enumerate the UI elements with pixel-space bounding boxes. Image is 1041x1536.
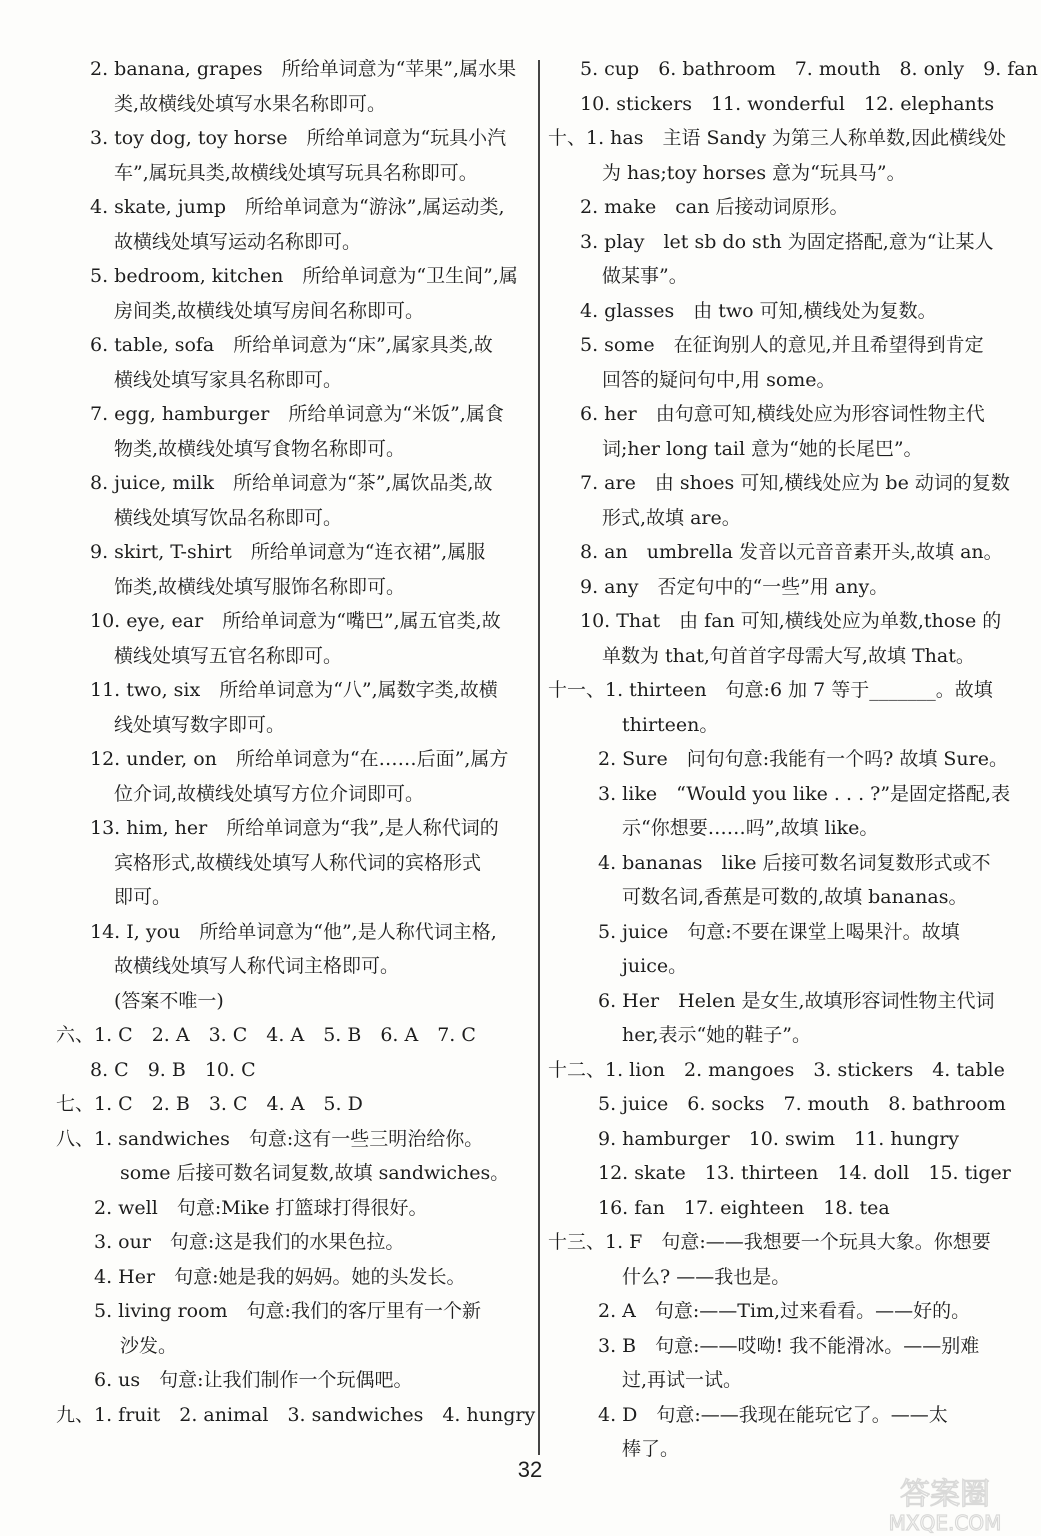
answer-line: 横线处填写家具名称即可。 xyxy=(114,368,343,391)
answer-line: 横线处填写饮品名称即可。 xyxy=(114,506,343,529)
answer-line: 6. Her Helen 是女生,故填形容词性物主代词 xyxy=(598,989,995,1012)
answer-line: 9. hamburger 10. swim 11. hungry xyxy=(598,1127,960,1150)
answer-line: 回答的疑问句中,用 some。 xyxy=(602,368,836,391)
answer-line: 6. table, sofa 所给单词意为“床”,属家具类,故 xyxy=(90,334,493,356)
answer-line: 4. D 句意:——我现在能玩它了。——太 xyxy=(598,1403,948,1426)
left-column xyxy=(56,52,536,1432)
answer-line: 十、1. has 主语 Sandy 为第三人称单数,因此横线处 xyxy=(548,127,1007,149)
answer-line: 做某事”。 xyxy=(602,265,688,287)
answer-line: 车”,属玩具类,故横线处填写玩具名称即可。 xyxy=(114,161,478,184)
answer-line: 过,再试一试。 xyxy=(622,1369,743,1391)
answer-line: 词;her long tail 意为“她的长尾巴”。 xyxy=(602,437,923,460)
answer-line: 4. Her 句意:她是我的妈妈。她的头发长。 xyxy=(94,1265,466,1288)
answer-line: 16. fan 17. eighteen 18. tea xyxy=(598,1196,890,1219)
answer-line: 什么? ——我也是。 xyxy=(622,1265,791,1288)
watermark-logo xyxy=(870,1470,1020,1534)
answer-line: 14. I, you 所给单词意为“他”,是人称代词主格, xyxy=(90,920,497,943)
answer-line: 3. our 句意:这是我们的水果色拉。 xyxy=(94,1231,405,1253)
answer-line: 3. play let sb do sth 为固定搭配,意为“让某人 xyxy=(580,230,994,253)
answer-line: 可数名词,香蕉是可数的,故填 bananas。 xyxy=(622,886,968,908)
answer-line: 宾格形式,故横线处填写人称代词的宾格形式 xyxy=(114,851,482,874)
answer-line: 4. glasses 由 two 可知,横线处为复数。 xyxy=(580,299,937,322)
answer-line: 6. us 句意:让我们制作一个玩偶吧。 xyxy=(94,1369,413,1391)
answer-line: 即可。 xyxy=(114,886,172,908)
answer-line: 房间类,故横线处填写房间名称即可。 xyxy=(114,299,425,322)
answer-line: 类,故横线处填写水果名称即可。 xyxy=(114,92,387,115)
answer-line: 单数为 that,句首首字母需大写,故填 That。 xyxy=(602,644,975,667)
answer-line: 6. her 由句意可知,横线处应为形容词性物主代 xyxy=(580,403,985,425)
answer-line: 故横线处填写人称代词主格即可。 xyxy=(114,955,400,977)
watermark-text: 答案圈 xyxy=(900,1477,990,1512)
answer-line: 8. juice, milk 所给单词意为“茶”,属饮品类,故 xyxy=(90,472,493,494)
answer-line: 十二、1. lion 2. mangoes 3. stickers 4. table xyxy=(548,1058,1005,1081)
answer-line: 10. That 由 fan 可知,横线处应为单数,those 的 xyxy=(580,610,1002,632)
answer-line: 5. some 在征询别人的意见,并且希望得到肯定 xyxy=(580,334,984,356)
answer-line: 3. like “Would you like . . . ?”是固定搭配,表 xyxy=(598,782,1011,805)
answer-line: 5. living room 句意:我们的客厅里有一个新 xyxy=(94,1300,481,1322)
column-divider xyxy=(538,60,540,1455)
page-number: 32 xyxy=(517,1457,543,1482)
answer-line: 7. are 由 shoes 可知,横线处应为 be 动词的复数 xyxy=(580,472,1010,494)
answer-line: 13. him, her 所给单词意为“我”,是人称代词的 xyxy=(90,817,499,839)
answer-line: 2. well 句意:Mike 打篮球打得很好。 xyxy=(94,1196,428,1219)
answer-line: 饰类,故横线处填写服饰名称即可。 xyxy=(114,575,406,598)
answer-line: (答案不唯一) xyxy=(114,989,224,1012)
answer-line: 示“你想要……吗”,故填 like。 xyxy=(622,817,879,839)
answer-line: 3. toy dog, toy horse 所给单词意为“玩具小汽 xyxy=(90,127,507,149)
answer-line: 10. stickers 11. wonderful 12. elephants xyxy=(580,92,995,115)
answer-line: 沙发。 xyxy=(120,1334,178,1357)
answer-line: 12. skate 13. thirteen 14. doll 15. tiger xyxy=(598,1162,1011,1184)
answer-line: 六、1. C 2. A 3. C 4. A 5. B 6. A 7. C xyxy=(56,1024,476,1046)
answer-line: 物类,故横线处填写食物名称即可。 xyxy=(114,437,406,460)
answer-line: 七、1. C 2. B 3. C 4. A 5. D xyxy=(56,1093,363,1115)
answer-line: juice。 xyxy=(622,955,688,977)
right-column xyxy=(548,52,1038,1467)
answer-line: 棒了。 xyxy=(622,1438,680,1460)
answer-line: 形式,故填 are。 xyxy=(602,506,741,529)
answer-line: 为 has;toy horses 意为“玩具马”。 xyxy=(602,161,906,184)
answer-line: 十三、1. F 句意:——我想要一个玩具大象。你想要 xyxy=(548,1231,991,1253)
answer-line: 线处填写数字即可。 xyxy=(114,713,286,736)
answer-line: 5. juice 句意:不要在课堂上喝果汁。故填 xyxy=(598,920,960,943)
answer-line: 八、1. sandwiches 句意:这有一些三明治给你。 xyxy=(56,1127,484,1150)
answer-line: thirteen。 xyxy=(622,713,719,736)
answer-line: 2. make can 后接动词原形。 xyxy=(580,196,849,218)
answer-line: 4. skate, jump 所给单词意为“游泳”,属运动类, xyxy=(90,196,505,218)
answer-line: 9. any 否定句中的“一些”用 any。 xyxy=(580,575,889,598)
watermark-subtext: MXQE.COM xyxy=(888,1511,1002,1534)
answer-line: her,表示“她的鞋子”。 xyxy=(622,1024,811,1046)
answer-line: 7. egg, hamburger 所给单词意为“米饭”,属食 xyxy=(90,403,504,425)
answer-line: 九、1. fruit 2. animal 3. sandwiches 4. hungry xyxy=(56,1403,536,1426)
answer-line: 2. banana, grapes 所给单词意为“苹果”,属水果 xyxy=(90,58,517,80)
answer-line: 5. bedroom, kitchen 所给单词意为“卫生间”,属 xyxy=(90,265,518,287)
answer-line: 8. C 9. B 10. C xyxy=(90,1058,256,1081)
answer-line: 12. under, on 所给单词意为“在……后面”,属方 xyxy=(90,748,509,770)
answer-line: 10. eye, ear 所给单词意为“嘴巴”,属五官类,故 xyxy=(90,610,501,632)
answer-line: 3. B 句意:——哎呦! 我不能滑冰。——别难 xyxy=(598,1334,980,1357)
answer-line: 4. bananas like 后接可数名词复数形式或不 xyxy=(598,851,991,874)
answer-line: 十一、1. thirteen 句意:6 加 7 等于_______。故填 xyxy=(548,679,993,701)
answer-line: 9. skirt, T-shirt 所给单词意为“连衣裙”,属服 xyxy=(90,541,486,563)
answer-line: 2. A 句意:——Tim,过来看看。——好的。 xyxy=(598,1300,971,1322)
answer-line: some 后接可数名词复数,故填 sandwiches。 xyxy=(120,1162,510,1184)
answer-line: 横线处填写五官名称即可。 xyxy=(114,644,343,667)
answer-line: 位介词,故横线处填写方位介词即可。 xyxy=(114,782,425,805)
answer-line: 5. cup 6. bathroom 7. mouth 8. only 9. fan xyxy=(580,58,1038,80)
answer-line: 2. Sure 问句句意:我能有一个吗? 故填 Sure。 xyxy=(598,748,1008,770)
answer-line: 5. juice 6. socks 7. mouth 8. bathroom xyxy=(598,1093,1006,1115)
answer-line: 11. two, six 所给单词意为“八”,属数字类,故横 xyxy=(90,679,498,701)
answer-line: 故横线处填写运动名称即可。 xyxy=(114,230,362,253)
answer-line: 8. an umbrella 发音以元音音素开头,故填 an。 xyxy=(580,541,1003,563)
